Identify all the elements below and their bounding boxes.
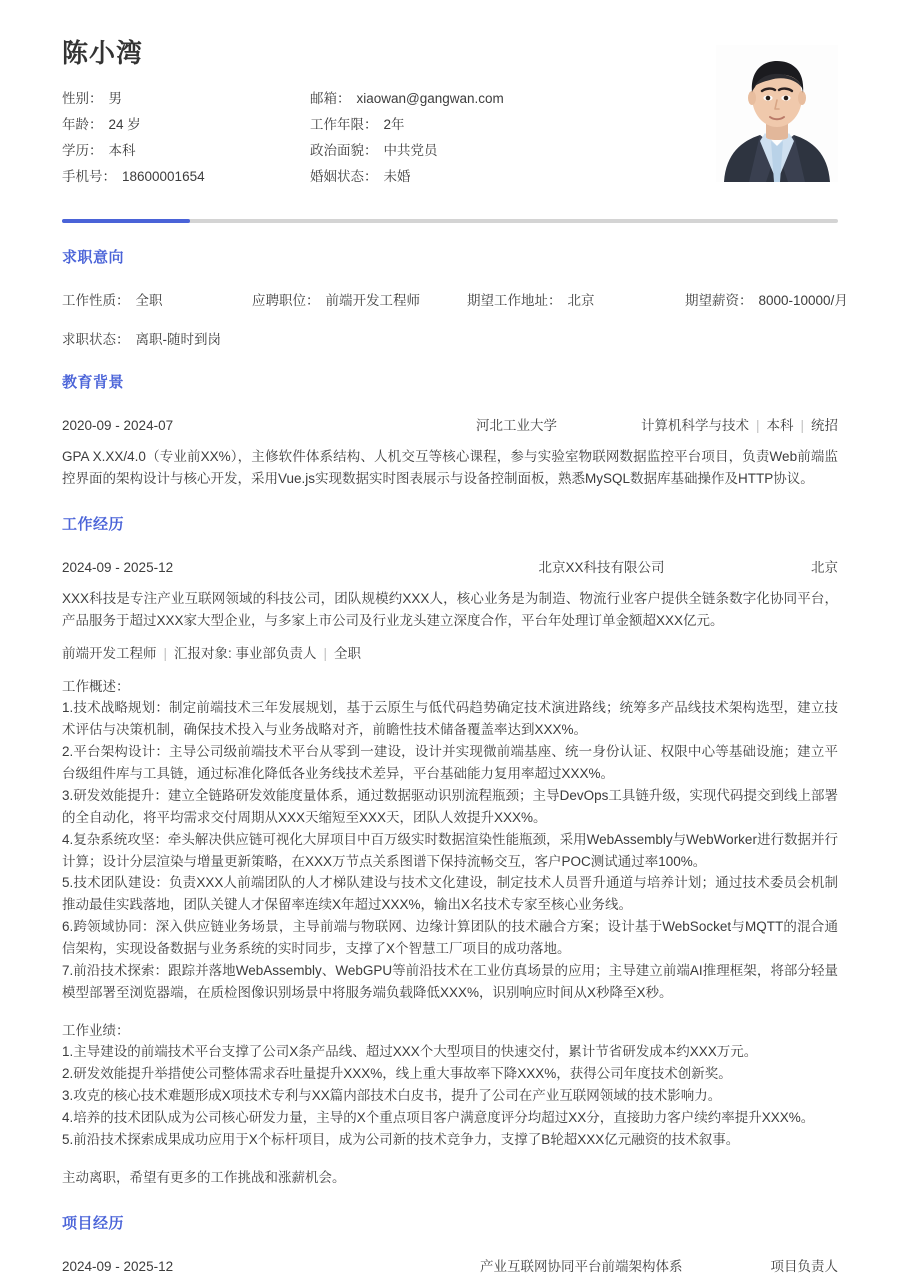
work-overview-item: 6.跨领域协同：深入供应链业务场景，主导前端与物联网、边缘计算团队的技术融合方案；设计基于WebSocket与MQTT的混合通信架构，实现设备数据与业务系统的实时同步，支撑了X个智慧工厂项目的成功落地。 — [62, 919, 838, 956]
education-admission: 统招 — [811, 418, 838, 434]
job-intention-position-label: 应聘职位： — [252, 293, 320, 309]
section-job-intention — [62, 249, 848, 348]
basic-info-grid — [62, 87, 622, 191]
avatar — [716, 45, 838, 182]
education-description: GPA X.XX/4.0（专业前XX%），主修软件体系结构、人机交互等核心课程，参与实验室物联网数据监控平台项目，负责Web前端监控界面的架构设计与核心开发，采用Vue.js实现数据实时图表展示与设备控制面板，熟悉MySQL数据库基础操作及HTTP协议。 — [62, 449, 838, 487]
work-achievement-item: 4.培养的技术团队成为公司核心研发力量，主导的X个重点项目客户满意度评分均超过XX分，直接助力客户续约率提升XXX%。 — [62, 1109, 815, 1125]
work-meta-row — [62, 556, 838, 576]
education-major: 计算机科学与技术 — [640, 418, 749, 434]
work-company-intro: XXX科技是专注产业互联网领域的科技公司，团队规模约XXX人，核心业务是为制造、物流行业客户提供全链条数字化协同平台，产品服务于超过XXX家大型企业，与多家上市公司及行业龙头建立深度合作，平台年处理订单金额超XXX亿元。 — [62, 590, 838, 628]
job-intention-row-1 — [62, 289, 848, 309]
basic-info-education — [62, 139, 310, 165]
project-date: 2024-09 - 2025-12 — [62, 1258, 174, 1274]
work-employment-type: 全职 — [334, 645, 362, 661]
basic-info-marital-label: 婚姻状态： — [310, 169, 378, 185]
separator-pipe: | — [163, 645, 168, 661]
basic-info-political-value: 中共党员 — [383, 143, 438, 159]
job-intention-nature-value: 全职 — [135, 293, 163, 309]
basic-info-experience — [310, 113, 622, 139]
basic-info-phone-value: 18600001654 — [122, 169, 205, 185]
work-role-line — [62, 642, 838, 662]
work-overview-label: 工作概述： — [62, 678, 130, 694]
separator-pipe: | — [755, 418, 760, 434]
section-title-job-intention: 求职意向 — [62, 249, 125, 267]
job-intention-salary — [685, 289, 848, 309]
resume-header — [62, 0, 838, 191]
header-divider — [62, 219, 838, 223]
basic-info-gender-value: 男 — [108, 91, 122, 107]
work-achievement-item: 2.研发效能提升举措使公司整体需求吞吐量提升XXX%，线上重大事故率下降XXX%，获得公司年度技术创新奖。 — [62, 1066, 732, 1082]
job-intention-status-label: 求职状态： — [62, 332, 130, 348]
section-title-work-experience: 工作经历 — [62, 515, 125, 533]
page-title: 陈小湾 — [62, 38, 144, 68]
job-intention-location-label: 期望工作地址： — [467, 293, 562, 309]
work-overview-item: 2.平台架构设计：主导公司级前端技术平台从零到一建设，设计并实现微前端基座、统一身份认证、权限中心等基础设施；建立平台级组件库与工具链，通过标准化降低各业务线技术差异，平台基础能力复用率超过XXX%。 — [62, 744, 838, 782]
basic-info-phone — [62, 165, 310, 191]
basic-info-age — [62, 113, 310, 139]
basic-info-marital-value: 未婚 — [383, 169, 411, 185]
section-work-experience — [62, 516, 838, 1189]
job-intention-salary-value: 8000-10000/月 — [758, 293, 848, 309]
education-date: 2020-09 - 2024-07 — [62, 418, 174, 434]
section-title-education: 教育背景 — [62, 374, 125, 392]
job-intention-salary-label: 期望薪资： — [685, 293, 753, 309]
work-achievement-label: 工作业绩： — [62, 1022, 130, 1038]
section-project-experience — [62, 1215, 838, 1275]
basic-info-political-label: 政治面貌： — [310, 143, 378, 159]
work-overview-item: 7.前沿技术探索：跟踪并落地WebAssembly、WebGPU等前沿技术在工业仿真场景的应用；主导建立前端AI推理框架，将部分轻量模型部署至浏览器端，在质检图像识别场景中将服务端负载降低XXX%，识别响应时间从X秒降至X秒。 — [62, 962, 838, 1000]
job-intention-nature — [62, 289, 252, 309]
work-overview-item: 4.复杂系统攻坚：牵头解决供应链可视化大屏项目中百万级实时数据渲染性能瓶颈，采用WebAssembly与WebWorker进行数据并行计算；设计分层渲染与增量更新策略，在XXX万节点关系图谱下保持流畅交互，客户POC测试通过率100%。 — [62, 831, 838, 869]
education-details — [641, 414, 838, 434]
work-company: 北京XX科技有限公司 — [538, 559, 665, 575]
section-education — [62, 374, 838, 490]
job-intention-nature-label: 工作性质： — [62, 293, 130, 309]
work-date: 2024-09 - 2025-12 — [62, 559, 174, 575]
job-intention-location — [467, 289, 685, 309]
project-meta-row — [62, 1255, 838, 1275]
education-degree: 本科 — [766, 418, 794, 434]
job-intention-row-2 — [62, 328, 838, 348]
job-intention-position-value: 前端开发工程师 — [325, 293, 420, 309]
basic-info-email-value: xiaowan@gangwan.com — [356, 91, 504, 107]
job-intention-position — [252, 289, 467, 309]
basic-info-experience-value: 2年 — [383, 117, 405, 133]
work-overview-item: 5.技术团队建设：负责XXX人前端团队的人才梯队建设与技术文化建设，制定技术人员晋升通道与培养计划；通过技术委员会机制推动最佳实践落地，团队关键人才保留率连续X年超过XXX%，输出X名技术专家至核心业务线。 — [62, 875, 838, 913]
basic-info-age-label: 年龄： — [62, 117, 103, 133]
section-title-project-experience: 项目经历 — [62, 1214, 125, 1232]
content-spacer — [62, 1151, 838, 1167]
job-intention-status-value: 离职-随时到岗 — [135, 332, 221, 348]
basic-info-political — [310, 139, 622, 165]
basic-info-education-value: 本科 — [108, 143, 136, 159]
basic-info-marital — [310, 165, 622, 191]
basic-info-age-value: 24 岁 — [108, 117, 141, 133]
work-leave-reason: 主动离职，希望有更多的工作挑战和涨薪机会。 — [62, 1169, 346, 1185]
basic-info-email — [310, 87, 622, 113]
basic-info-experience-label: 工作年限： — [310, 117, 378, 133]
work-achievement-item: 3.攻克的核心技术难题形成X项技术专利与XX篇内部技术白皮书，提升了公司在产业互联网领域的技术影响力。 — [62, 1088, 722, 1104]
project-role: 项目负责人 — [770, 1258, 838, 1274]
basic-info-education-label: 学历： — [62, 143, 103, 159]
work-overview-item: 3.研发效能提升：建立全链路研发效能度量体系，通过数据驱动识别流程瓶颈；主导DevOps工具链升级，实现代码提交到线上部署的全自动化，将平均需求交付周期从XXX天缩短至XXX天，团队人效提升XXX%。 — [62, 787, 838, 825]
project-name: 产业互联网协同平台前端架构体系 — [480, 1258, 683, 1274]
work-overview-item: 1.技术战略规划：制定前端技术三年发展规划，基于云原生与低代码趋势确定技术演进路线；统筹多产品线技术架构选型，建立技术评估与决策机制，确保技术投入与业务战略对齐，前瞻性技术储备覆盖率达到XXX%。 — [62, 700, 838, 738]
basic-info-gender — [62, 87, 310, 113]
job-intention-status — [62, 328, 252, 348]
work-location: 北京 — [811, 559, 838, 575]
work-achievement-item: 5.前沿技术探索成果成功应用于X个标杆项目，成为公司新的技术竞争力，支撑了B轮超XXX亿元融资的技术叙事。 — [62, 1131, 740, 1147]
separator-pipe: | — [323, 645, 328, 661]
work-role: 前端开发工程师 — [62, 645, 157, 661]
separator-pipe: | — [800, 418, 804, 434]
work-achievement-item: 1.主导建设的前端技术平台支撑了公司X条产品线、超过XXX个大型项目的快速交付，累计节省研发成本约XXX万元。 — [62, 1044, 758, 1060]
work-report-to: 汇报对象: 事业部负责人 — [174, 645, 317, 661]
education-school: 河北工业大学 — [475, 418, 557, 434]
job-intention-location-value: 北京 — [567, 293, 595, 309]
basic-info-email-label: 邮箱： — [310, 91, 351, 107]
content-spacer — [62, 1004, 838, 1020]
basic-info-phone-label: 手机号： — [62, 169, 116, 185]
basic-info-gender-label: 性别： — [62, 91, 103, 107]
education-meta-row — [62, 414, 838, 434]
